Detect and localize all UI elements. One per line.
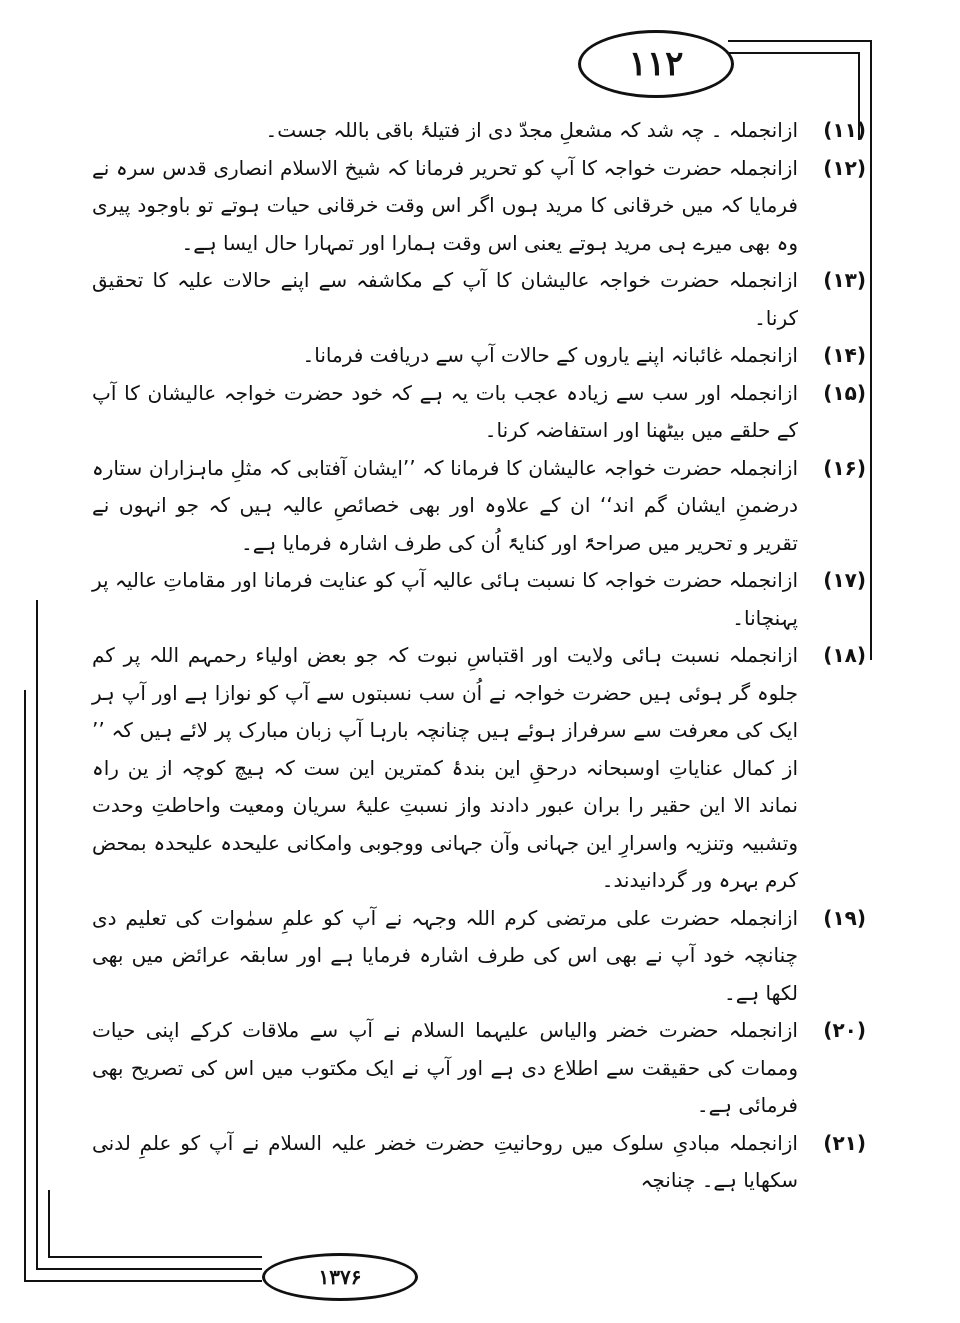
entry-18: [92, 637, 866, 900]
top-page-number: ۱۱۲: [578, 30, 734, 98]
frame-top-inner-line: [728, 52, 858, 54]
entry-number: (۲۰): [823, 1018, 866, 1042]
page-text: [92, 112, 866, 1200]
entry-text: ازانجملہ مبادیِ سلوک میں روحانیتِ حضرت خضر علیہ السلام نے آپ کو علمِ لدنی سکھایا ہے۔ چنانچہ: [92, 1130, 798, 1192]
entry-15: [92, 375, 866, 450]
entry-text: ازانجملہ حضرت خواجہ کا نسبت ہائی عالیہ آپ کو عنایت فرمانا اور مقاماتِ عالیہ پر پہنچانا۔: [92, 568, 798, 630]
entry-14: [92, 337, 866, 375]
frame-left-inner-line: [48, 1190, 50, 1256]
frame-top-outer-line: [728, 40, 870, 42]
frame-bottom-outer-line: [24, 1280, 262, 1282]
entry-number: (۱۶): [823, 455, 866, 480]
bottom-page-number: ۱۳۷۶: [262, 1253, 418, 1301]
entry-11: [92, 112, 866, 150]
entry-number: (۱۷): [823, 568, 866, 592]
entry-number: (۲۱): [823, 1130, 866, 1155]
frame-bottom-mid-line: [36, 1268, 262, 1270]
entry-17: [92, 562, 866, 637]
entry-12: [92, 150, 866, 263]
entry-20: [92, 1012, 866, 1125]
frame-left-mid-line: [36, 600, 38, 1268]
entry-text: ازانجملہ نسبت ہائی ولایت اور اقتباسِ نبوت کہ جو بعض اولیاء رحمہم اللہ پر کم جلوہ گر ہوئی ہیں حضرت خواجہ نے اُن سب نسبتوں سے آپ کو نوازا ہے اور آپ ہر ایک کی معرفت سے سرفراز ہوئے ہیں چنانچہ بارہا آپ زبان مبارک پر لائے ہیں کہ ’’ از کمال عنایاتِ اوسبحانہ درحقِ این بندۂ کمترین این ست کہ ہیچ کوچہ از ین راہ نماند الا این حقیر را بران عبور دادند واز نسبتِ علیۂ سریان ومعیت واحاطتِ وحدت وتشبیہ وتنزیہ واسرارِ این جہانی وآن جہانی ووجوبی وامکانی علیحدہ علیحدہ بمحض کرم بہرہ ور گردانیدند۔: [92, 643, 798, 892]
entry-21: [92, 1125, 866, 1200]
entry-text: ازانجملہ حضرت خواجہ عالیشان کا فرمانا کہ ’’ایشان آفتابی کہ مثلِ ماہزاران ستارہ درضمنِ ایشان گم اند‘‘ ان کے علاوہ اور بھی خصائصِ عالیہ ہیں کہ جو انہوں نے تقریر و تحریر میں صراحۃً اور کنایۃً اُن کی طرف اشارہ فرمایا ہے۔: [92, 455, 798, 555]
entry-16: [92, 450, 866, 563]
entry-text: ازانجملہ غائبانہ اپنے یاروں کے حالات آپ سے دریافت فرمانا۔: [302, 343, 798, 367]
entry-19: [92, 900, 866, 1013]
frame-bottom-inner-line: [48, 1256, 262, 1258]
entry-text: ازانجملہ اور سب سے زیادہ عجب بات یہ ہے کہ خود حضرت خواجہ عالیشان کا آپ کے حلقے میں بیٹھنا اور استفاضہ کرنا۔: [92, 380, 798, 442]
entry-number: (۱۹): [823, 905, 866, 930]
entry-number: (۱۴): [823, 343, 866, 367]
entry-number: (۱۲): [823, 155, 866, 180]
frame-left-outer-line: [24, 690, 26, 1280]
entry-text: ازانجملہ ۔ چہ شد کہ مشعلِ مجدّ دی از فتیلۂ باقی باللہ جست۔: [265, 118, 798, 142]
entry-text: ازانجملہ حضرت خواجہ کا آپ کو تحریر فرمانا کہ شیخ الاسلام انصاری قدس سرہ نے فرمایا کہ میں خرقانی کا مرید ہوں اگر اس وقت خرقانی حیات ہوتے تو باوجود پیری وہ بھی میرے ہی مرید ہوتے یعنی اس وقت ہمارا اور تمہارا حال ایسا ہے۔: [92, 155, 798, 255]
entry-13: [92, 262, 866, 337]
entry-number: (۱۵): [823, 380, 866, 405]
entry-text: ازانجملہ حضرت خضر والیاس علیہما السلام نے آپ سے ملاقات کرکے اپنی حیات وممات کی حقیقت سے اطلاع دی ہے اور آپ نے ایک مکتوب میں اس کی تصریح بھی فرمائی ہے۔: [92, 1018, 798, 1117]
entry-text: ازانجملہ حضرت علی مرتضی کرم اللہ وجہہ نے آپ کو علمِ سمٰوات کی تعلیم دی چنانچہ خود آپ نے بھی اس کی طرف اشارہ فرمایا ہے اور سابقہ عرائض میں بھی لکھا ہے۔: [92, 905, 798, 1005]
frame-right-outer-line: [870, 40, 872, 660]
entry-number: (۱۸): [823, 643, 866, 667]
entry-number: (۱۳): [823, 268, 866, 292]
entry-text: ازانجملہ حضرت خواجہ عالیشان کا آپ کے مکاشفہ سے اپنے حالات علیہ کا تحقیق کرنا۔: [92, 268, 798, 330]
entry-number: (۱۱): [823, 118, 866, 142]
